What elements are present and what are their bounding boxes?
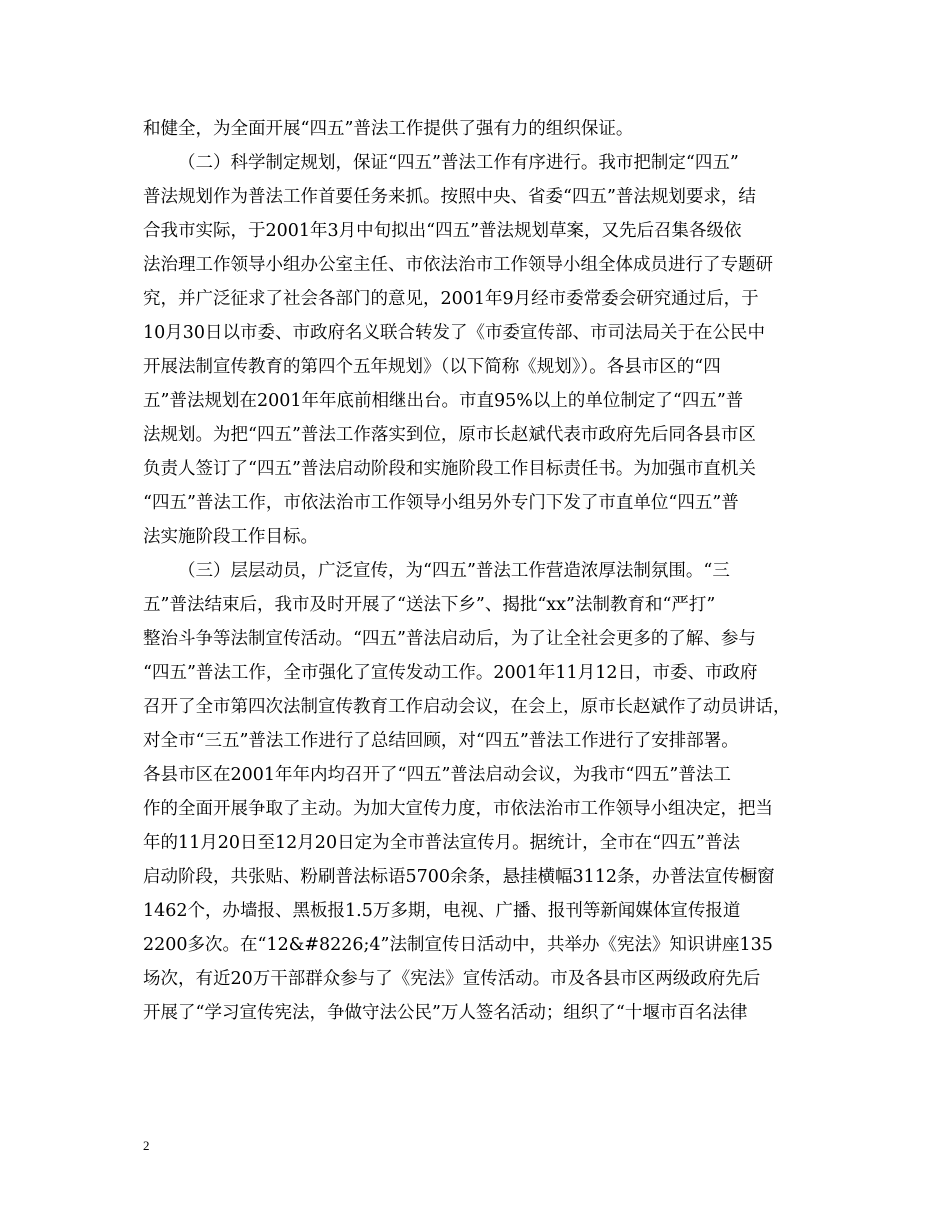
text-line: 合我市实际，于2001年3月中旬拟出“四五”普法规划草案，又先后召集各级依 [143,221,742,241]
text-line: “四五”普法工作，全市强化了宣传发动工作。2001年11月12日，市委、市政府 [143,663,758,683]
text-line: 负责人签订了“四五”普法启动阶段和实施阶段工作目标责任书。为加强市直机关 [143,459,756,479]
text-line: “四五”普法工作，市依法治市工作领导小组另外专门下发了市直单位“四五”普 [143,493,739,513]
text-line: 各县市区在2001年年内均召开了“四五”普法启动会议，为我市“四五”普法工 [143,765,731,785]
text-line: 普法规划作为普法工作首要任务来抓。按照中央、省委“四五”普法规划要求，结 [143,187,756,207]
text-line: （三）层层动员，广泛宣传，为“四五”普法工作营造浓厚法制氛围。“三 [178,561,730,581]
text-line: 作的全面开展争取了主动。为加大宣传力度，市依法治市工作领导小组决定，把当 [143,799,773,819]
text-line: 10月30日以市委、市政府名义联合转发了《市委宣传部、市司法局关于在公民中 [143,323,766,343]
text-line: 召开了全市第四次法制宣传教育工作启动会议，在会上，原市长赵斌作了动员讲话， [143,697,791,717]
text-line: （二）科学制定规划，保证“四五”普法工作有序进行。我市把制定“四五” [178,153,739,173]
text-line: 法规划。为把“四五”普法工作落实到位，原市长赵斌代表市政府先后同各县市区 [143,425,756,445]
text-line: 和健全，为全面开展“四五”普法工作提供了强有力的组织保证。 [143,119,634,139]
text-line: 场次，有近20万干部群众参与了《宪法》宣传活动。市及各县市区两级政府先后 [143,969,761,989]
text-line: 法治理工作领导小组办公室主任、市依法治市工作领导小组全体成员进行了专题研 [143,255,773,275]
text-line: 法实施阶段工作目标。 [143,527,318,547]
page-number: 2 [143,1138,150,1153]
text-line: 年的11月20日至12月20日定为全市普法宣传月。据统计，全市在“四五”普法 [143,833,740,853]
text-line: 2200多次。在“12&#8226;4”法制宣传日活动中，共举办《宪法》知识讲座135 [143,935,773,955]
text-line: 五”普法规划在2001年年底前相继出台。市直95%以上的单位制定了“四五”普 [143,391,744,411]
text-line: 五”普法结束后，我市及时开展了“送法下乡”、揭批“xx”法制教育和“严打” [143,595,716,615]
text-line: 对全市“三五”普法工作进行了总结回顾，对“四五”普法工作进行了安排部署。 [143,731,739,751]
text-line: 1462个，办墙报、黑板报1.5万多期，电视、广播、报刊等新闻媒体宣传报道 [143,901,741,921]
text-line: 开展了“学习宣传宪法，争做守法公民”万人签名活动；组织了“十堰市百名法律 [143,1003,748,1023]
text-line: 整治斗争等法制宣传活动。“四五”普法启动后，为了让全社会更多的了解、参与 [143,629,756,649]
text-line: 究，并广泛征求了社会各部门的意见，2001年9月经市委常委会研究通过后，于 [143,289,759,309]
text-line: 启动阶段，共张贴、粉刷普法标语5700余条，悬挂横幅3112条，办普法宣传橱窗 [143,867,775,887]
text-line: 开展法制宣传教育的第四个五年规划》（以下简称《规划》）。各县市区的“四 [143,357,721,377]
